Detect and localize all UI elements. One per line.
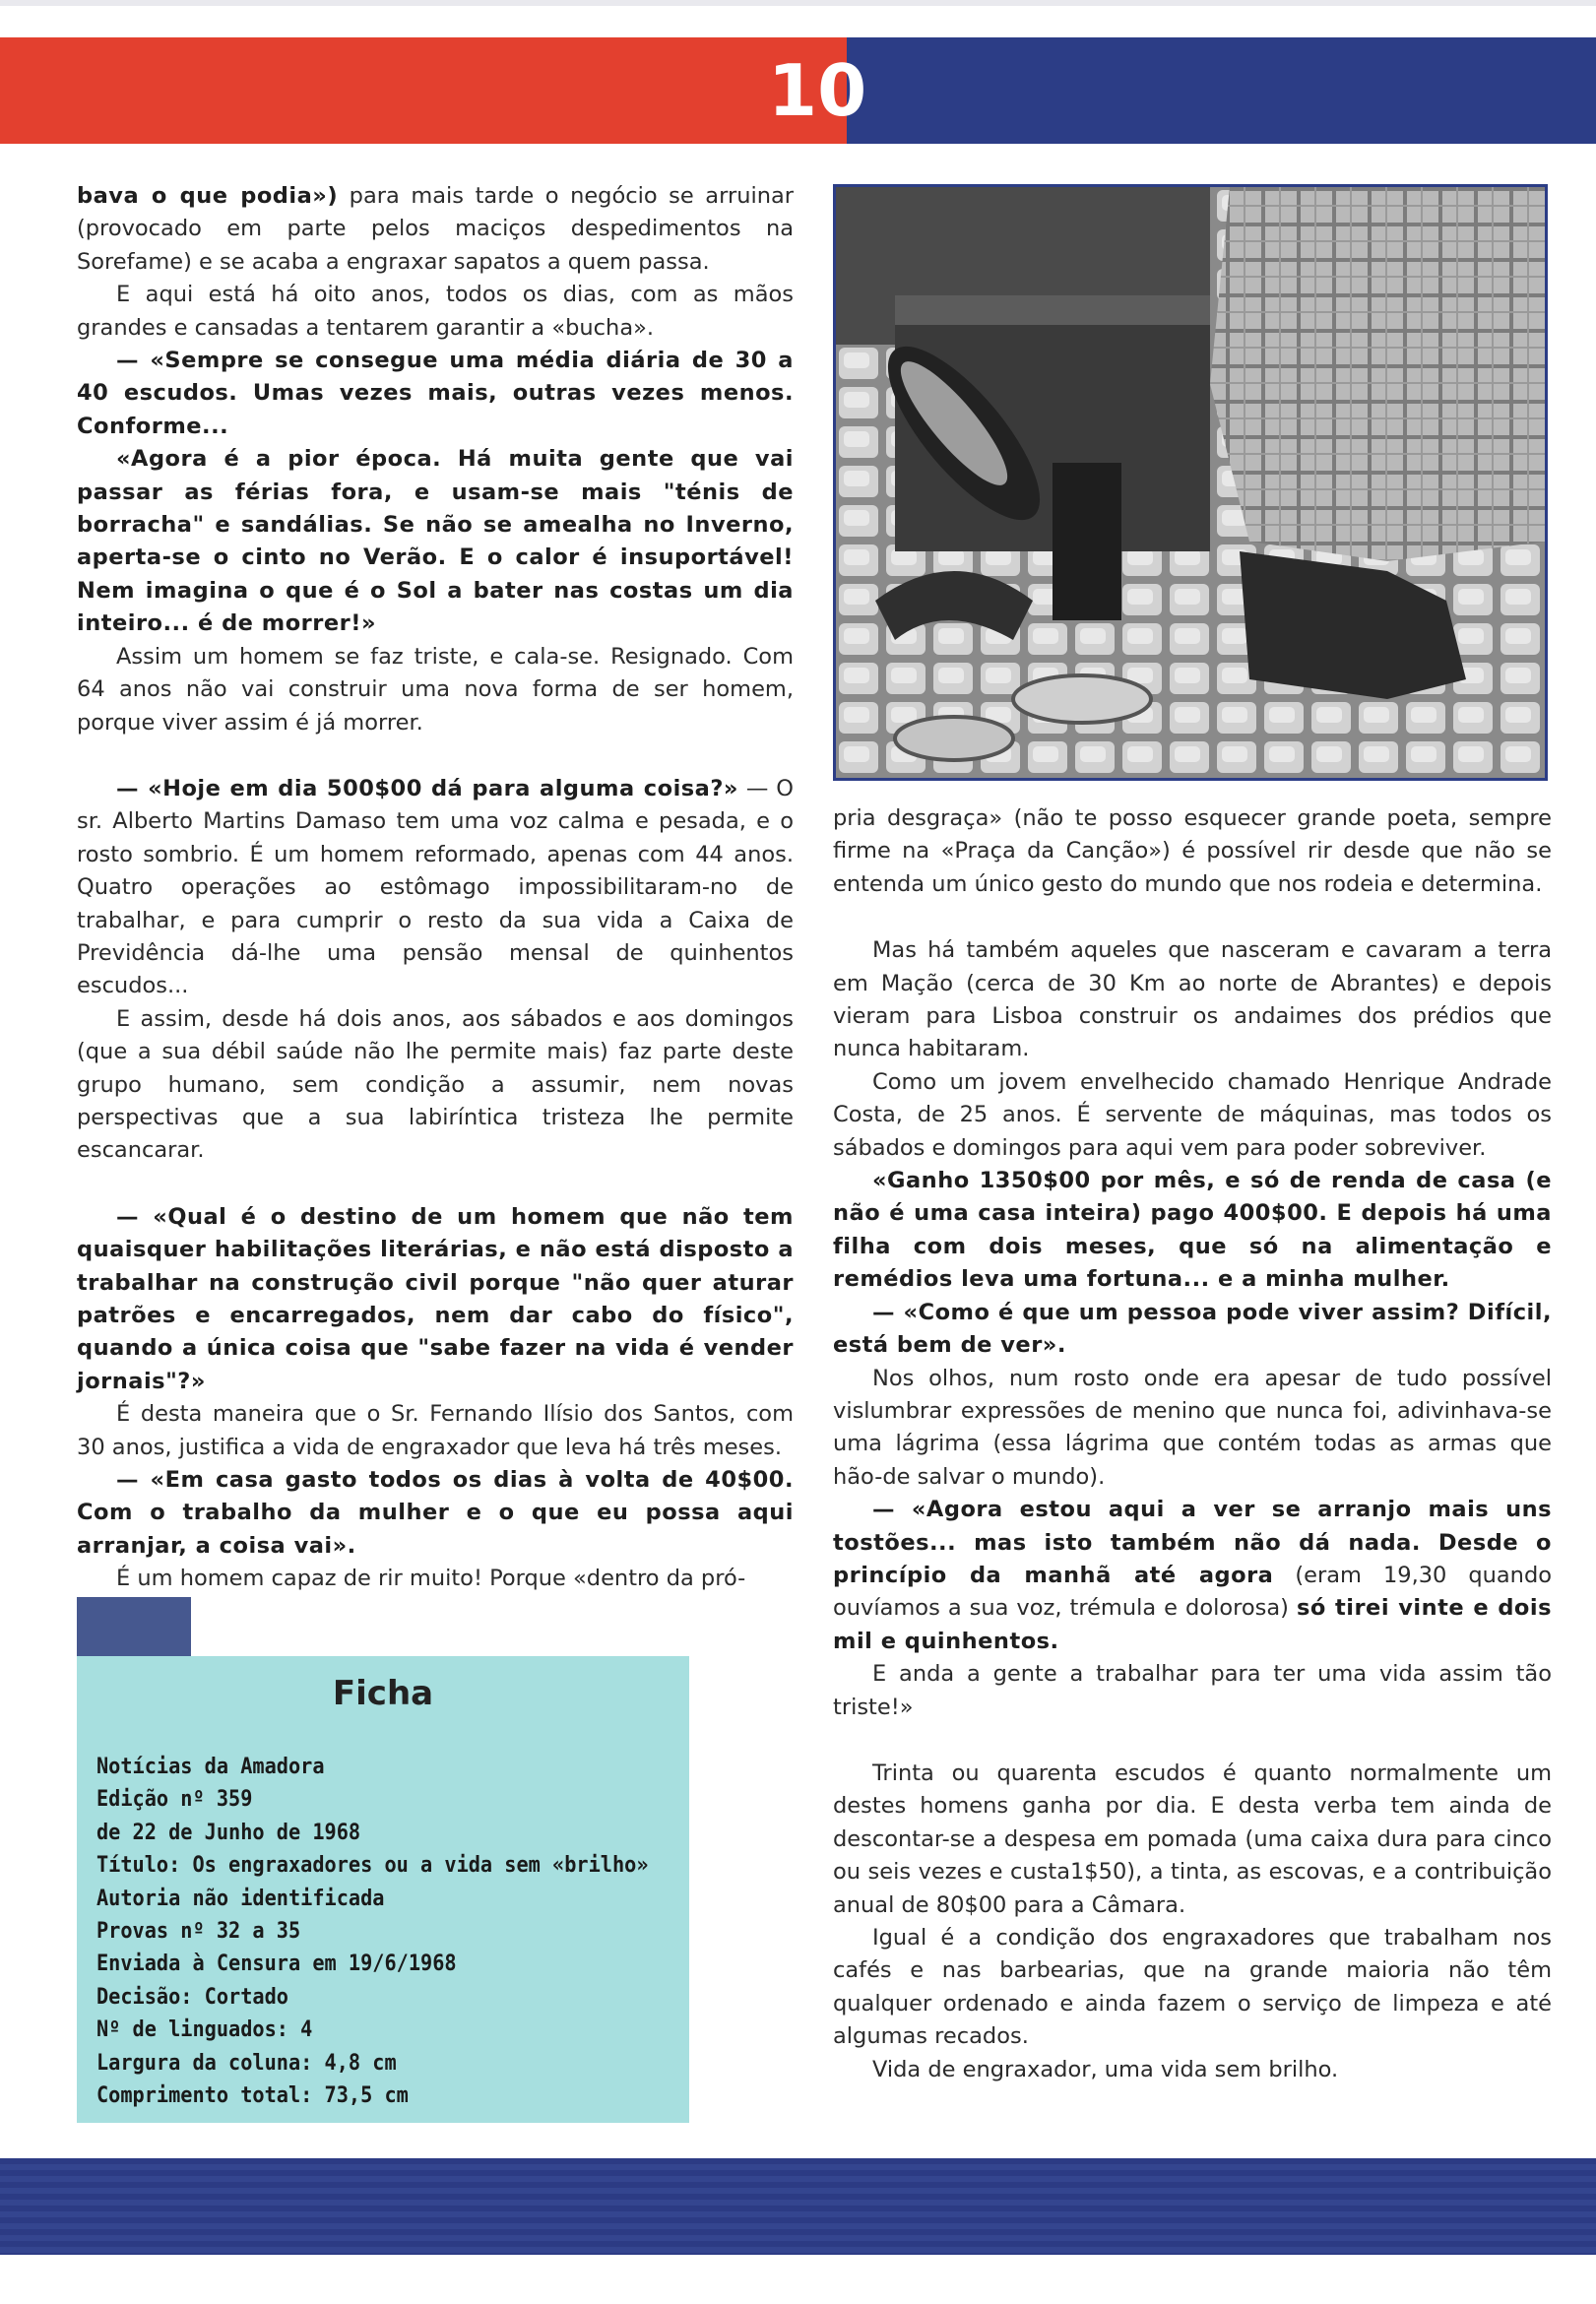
ficha-title: Ficha [332, 1674, 434, 1713]
paragraph: Trinta ou quarenta escudos é quanto normalmente um destes homens ganha por dia. E desta verba tem ainda de descontar-se a despesa em pomada (uma caixa dura para cinco ou seis vezes e custa1$50), a tinta, as escovas, e a contribuição anual de 80$00 para a Câmara. [833, 1760, 1552, 1918]
paragraph [77, 773, 794, 1003]
paragraph: Como um jovem envelhecido chamado Henrique Andrade Costa, de 25 anos. É servente de máquinas, mas todos os sábados e domingos para aqui vem para poder sobreviver. [833, 1068, 1552, 1161]
paragraph: E anda a gente a trabalhar para ter uma vida assim tão triste!» [833, 1661, 1552, 1720]
left-column [77, 180, 794, 1596]
paragraph [833, 1494, 1552, 1658]
header-band-red [0, 37, 847, 144]
ficha-line: Título: Os engraxadores ou a vida sem «brilho» [96, 1853, 649, 1879]
paragraph: Vida de engraxador, uma vida sem brilho. [872, 2056, 1339, 2082]
ficha-line: Comprimento total: 73,5 cm [96, 2083, 409, 2109]
ficha-line: Enviada à Censura em 19/6/1968 [96, 1952, 457, 1977]
paragraph: pria desgraça» (não te posso esquecer grande poeta, sempre firme na «Praça da Canção») é possível rir desde que não se entenda um único gesto do mundo que nos rodeia e determina. [833, 805, 1552, 897]
paragraph-bold: — «Qual é o destino de um homem que não tem quaisquer habilitações literárias, e não está disposto a trabalhar na construção civil porque "não quer aturar patrões e encarregados, nem dar cabo do físico", quando a única coisa que "sabe fazer na vida é vender jornais"?» [77, 1203, 794, 1394]
top-edge-line [0, 0, 1596, 6]
paragraph-bold: «Agora é a pior época. Há muita gente que vai passar as férias fora, e usam-se mais "ténis de borracha" e sandálias. Se não se amealha no Inverno, aperta-se o cinto no Verão. E o calor é insuportável! Nem imagina o que é o Sol a bater nas costas um dia inteiro... é de morrer!» [77, 446, 794, 637]
paragraph-bold: — «Sempre se consegue uma média diária de 30 a 40 escudos. Umas vezes mais, outras vezes menos. Conforme... [77, 348, 794, 439]
paragraph-bold: «Ganho 1350$00 por mês, e só de renda de casa (e não é uma casa inteira) pago 400$00. E depois há uma filha com dois meses, que só na alimentação e remédios leva uma fortuna... e a minha mulher. [833, 1168, 1552, 1293]
ficha-line: de 22 de Junho de 1968 [96, 1820, 361, 1845]
bold-text: — «Hoje em dia 500$00 dá para alguma coisa?» [116, 775, 738, 801]
ficha-lines [96, 1751, 649, 2112]
paragraph: Mas há também aqueles que nasceram e cavaram a terra em Mação (cerca de 30 Km ao norte de Abrantes) e depois vieram para Lisboa construir os andaimes dos prédios que nunca habitaram. [833, 937, 1552, 1062]
ficha-line: Provas nº 32 a 35 [96, 1919, 301, 1945]
paragraph-bold: — «Em casa gasto todos os dias à volta de 40$00. Com o trabalho da mulher e o que eu possa aqui arranjar, a coisa vai». [77, 1467, 794, 1559]
paragraph [77, 180, 794, 279]
bold-text: bava o que podia») [77, 183, 339, 209]
paragraph: E assim, desde há dois anos, aos sábados e aos domingos (que a sua débil saúde não lhe permite mais) faz parte deste grupo humano, sem condição a assumir, nem novas perspectivas que a sua labiríntica tristeza lhe permite escancarar. [77, 1005, 794, 1164]
text: para mais tarde o negócio se arruinar (provocado em parte pelos maciços despedimentos na Sorefame) e se acaba a engraxar sapatos a quem passa. [77, 183, 795, 275]
bold-text: só tirei vinte e dois mil e quinhentos. [833, 1595, 1552, 1654]
ficha-line: Notícias da Amadora [96, 1755, 325, 1779]
paragraph: Igual é a condição dos engraxadores que trabalham nos cafés e nas barbearias, que na grande maioria não têm qualquer ordenado e ainda fazem o serviço de limpeza e até algumas recados. [833, 1925, 1552, 2050]
footer-band [0, 2158, 1596, 2255]
ficha-box [77, 1656, 689, 2123]
bold-text: — «Agora estou aqui a ver se arranjo mais uns tostões... mas isto também não dá nada. Desde o princípio da manhã até agora [833, 1497, 1552, 1588]
paragraph: E aqui está há oito anos, todos os dias, com as mãos grandes e cansadas a tentarem garantir a «bucha». [77, 282, 794, 341]
ficha-line: Autoria não identificada [96, 1886, 385, 1911]
paragraph: É um homem capaz de rir muito! Porque «dentro da pró- [116, 1566, 746, 1592]
right-column [833, 802, 1552, 2086]
shoeshine-photo [833, 184, 1548, 781]
paragraph: É desta maneira que o Sr. Fernando Ilísio dos Santos, com 30 anos, justifica a vida de engraxador que leva há três meses. [77, 1401, 794, 1460]
paragraph: Nos olhos, num rosto onde era apesar de tudo possível vislumbrar expressões de menino que nunca foi, adivinhava-se uma lágrima (essa lágrima que contém todas as armas que hão-de salvar o mundo). [833, 1365, 1552, 1490]
text: — O sr. Alberto Martins Damaso tem uma voz calma e pesada, e o rosto sombrio. É um homem reformado, apenas com 44 anos. Quatro operações ao estômago impossibilitaram-no de trabalhar, e para cumprir o resto da sua vida a Caixa de Previdência dá-lhe uma pensão mensal de quinhentos escudos... [77, 775, 795, 999]
ficha-line: Largura da coluna: 4,8 cm [96, 2050, 397, 2076]
header-band-blue [847, 37, 1596, 144]
ficha-line: Nº de linguados: 4 [96, 2017, 313, 2043]
photo-illustration [836, 187, 1545, 778]
ficha-line: Decisão: Cortado [96, 1984, 288, 2010]
ficha-line: Edição nº 359 [96, 1787, 253, 1813]
paragraph: Assim um homem se faz triste, e cala-se. Resignado. Com 64 anos não vai construir uma nova forma de ser homem, porque viver assim é já morrer. [77, 643, 794, 736]
paragraph-bold: — «Como é que um pessoa pode viver assim? Difícil, está bem de ver». [833, 1299, 1552, 1359]
page-number: 10 [768, 49, 867, 132]
text: (eram 19,30 quando ouvíamos a sua voz, trémula e dolorosa) [833, 1562, 1552, 1622]
